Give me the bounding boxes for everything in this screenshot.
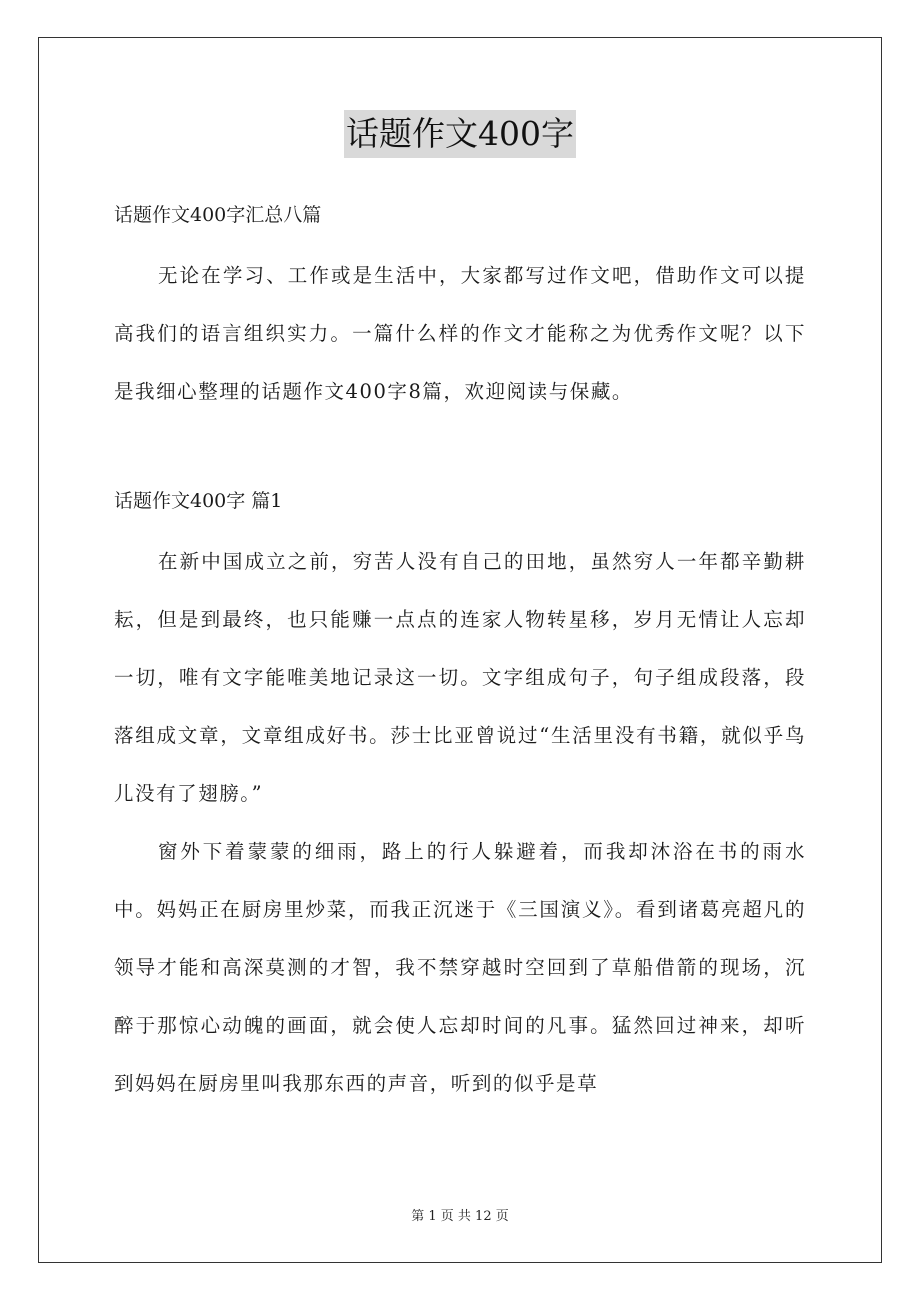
document-title: 话题作文400字 [344, 110, 576, 158]
document-body [114, 196, 806, 1113]
section-paragraph-1: 在新中国成立之前，穷苦人没有自己的田地，虽然穷人一年都辛勤耕耘，但是到最终，也只能赚一点点的连家人物转星移，岁月无情让人忘却一切，唯有文字能唯美地记录这一切。文字组成句子，句子组成段落，段落组成文章，文章组成好书。莎士比亚曾说过“生活里没有书籍，就似乎鸟儿没有了翅膀。” [114, 550, 806, 805]
title-container [0, 110, 920, 158]
document-subtitle: 话题作文400字汇总八篇 [114, 204, 322, 226]
intro-paragraph: 无论在学习、工作或是生活中，大家都写过作文吧，借助作文可以提高我们的语言组织实力。一篇什么样的作文才能称之为优秀作文呢？以下是我细心整理的话题作文400字8篇，欢迎阅读与保藏。 [114, 264, 806, 403]
section-paragraph-2: 窗外下着蒙蒙的细雨，路上的行人躲避着，而我却沐浴在书的雨水中。妈妈正在厨房里炒菜，而我正沉迷于《三国演义》。看到诸葛亮超凡的领导才能和高深莫测的才智，我不禁穿越时空回到了草船借箭的现场，沉醉于那惊心动魄的画面，就会使人忘却时间的凡事。猛然回过神来，却听到妈妈在厨房里叫我那东西的声音，听到的似乎是草 [114, 840, 806, 1095]
section-heading: 话题作文400字 篇1 [114, 490, 283, 512]
page-footer: 第 1 页 共 12 页 [411, 1209, 509, 1224]
